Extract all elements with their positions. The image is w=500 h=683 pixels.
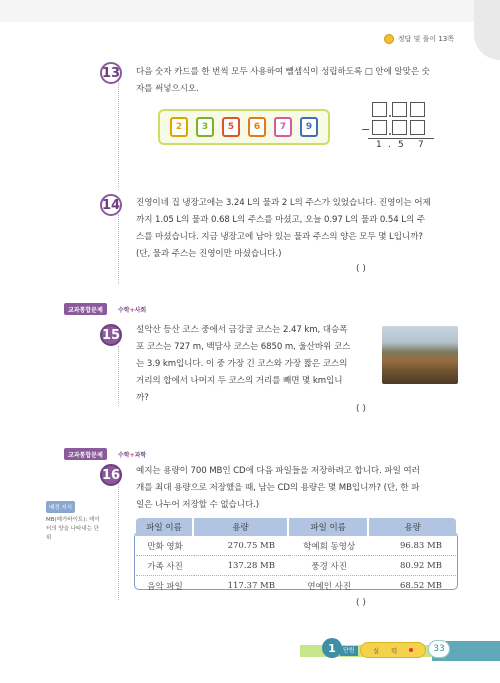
problem-text-line: 예지는 용량이 700 MB인 CD에 다음 파일들을 저장하려고 합니다. 파일 여러 [136, 466, 420, 476]
note-text: MB(메가바이트): 데이터의 양을 나타내는 단위 [46, 517, 100, 541]
guide-line [118, 480, 119, 600]
table-cell: 117.37 MB [227, 581, 276, 591]
minus-sign: − [361, 123, 371, 136]
mountain-photo [382, 326, 458, 384]
table-header: 용량 [369, 518, 456, 536]
problem-number: 13 [100, 62, 122, 84]
answer-blank[interactable]: ( ) [356, 264, 366, 274]
table-header: 파일 이름 [289, 518, 369, 536]
answer-box[interactable] [372, 102, 387, 117]
problem-number: 14 [100, 194, 122, 216]
table-row [136, 536, 456, 556]
result-digit: . [388, 140, 391, 150]
guide-line [118, 214, 119, 284]
answer-box[interactable] [372, 120, 387, 135]
table-cell: 137.28 MB [194, 556, 289, 576]
problem-text-line: 는 3.9 km입니다. 이 중 가장 긴 코스와 가장 짧은 코스의 [136, 359, 348, 369]
result-digit: 7 [418, 140, 424, 150]
table-row [136, 576, 456, 596]
problem-number: 16 [100, 464, 122, 486]
pill-text: 실 [372, 646, 380, 655]
number-card-tray [158, 109, 330, 145]
table-cell: 270.75 MB [194, 536, 289, 556]
number-card[interactable]: 3 [196, 117, 214, 137]
subtraction-equation [358, 100, 438, 156]
problem-text-line: 개를 최대 용량으로 저장했을 때, 남는 CD의 용량은 몇 MB입니까? (단, 한 파 [136, 483, 420, 493]
note-title: 배경 지식 [46, 501, 75, 513]
result-digit: 1 [376, 140, 382, 150]
problem-text-line: (단, 물과 주스는 진영이만 마셨습니다.) [136, 249, 282, 259]
problem-text-line: 까지 1.05 L의 물과 0.68 L의 주스를 마셨고, 오늘 0.97 L의 물과 0.54 L의 주 [136, 215, 425, 225]
subject-tag-sub: 수학+과학 [118, 452, 147, 459]
result-digit: 5 [398, 140, 404, 150]
table-cell: 만화 영화 [136, 536, 194, 556]
section-pill [360, 642, 426, 658]
table-cell: 음악 파일 [147, 582, 183, 592]
guide-line [118, 80, 119, 190]
problem-text [136, 64, 458, 98]
problem-text-line: 까? [136, 393, 149, 403]
problem-text-line: 설악산 등산 코스 중에서 금강굴 코스는 2.47 km, 대승폭 [136, 325, 348, 335]
number-card[interactable]: 9 [300, 117, 318, 137]
table-cell: 96.83 MB [369, 536, 456, 556]
page-corner-decoration [474, 0, 500, 60]
number-card[interactable]: 2 [170, 117, 188, 137]
file-size-table [136, 518, 456, 596]
guide-line [118, 346, 119, 406]
answer-box[interactable] [410, 102, 425, 117]
number-card[interactable]: 7 [274, 117, 292, 137]
dot-icon [409, 648, 413, 652]
table-cell: 학예회 동영상 [289, 536, 369, 556]
problem-number: 15 [100, 324, 122, 346]
problem-text-line: 거리의 합에서 나머지 두 코스의 거리를 빼면 몇 km입니 [136, 376, 343, 386]
table-cell: 풍경 사진 [289, 556, 369, 576]
number-card[interactable]: 6 [248, 117, 266, 137]
problem-text-line: 일은 나누어 저장할 수 없습니다.) [136, 500, 260, 510]
problem-text [136, 463, 458, 514]
decimal-point [389, 133, 391, 135]
answer-box[interactable] [392, 120, 407, 135]
problem-text-line: 포 코스는 727 m, 백담사 코스는 6850 m, 울산바위 코스 [136, 342, 351, 352]
number-card[interactable]: 5 [222, 117, 240, 137]
problem-text [136, 322, 374, 407]
problem-text-line: 진영이네 집 냉장고에는 3.24 L의 물과 2 L의 주스가 있었습니다. 진영이는 어제 [136, 198, 431, 208]
problem-text [136, 195, 458, 263]
problem-text-line: 스를 마셨습니다. 지금 냉장고에 남아 있는 물과 주스의 양은 모두 몇 L입니까? [136, 232, 423, 242]
table-header-row [136, 518, 456, 536]
unit-label: 단원 [340, 646, 358, 656]
unit-number: 1 [322, 638, 342, 658]
problem-text-line: 자를 써넣으시오. [136, 84, 199, 94]
table-row [136, 556, 456, 576]
lightbulb-icon [384, 34, 394, 44]
table-header: 용량 [194, 518, 289, 536]
subject-tag: 교과통합문제 [64, 448, 107, 460]
answer-reference-text: 정답 및 풀이 13쪽 [397, 35, 454, 43]
answer-reference [384, 34, 454, 44]
answer-blank[interactable]: ( ) [356, 598, 366, 608]
subject-tag: 교과통합문제 [64, 303, 107, 315]
table-cell: 연예인 사진 [307, 582, 352, 592]
table-cell: 80.92 MB [369, 556, 456, 576]
table-cell: 가족 사진 [136, 556, 194, 576]
background-note [46, 494, 102, 543]
subject-tag-sub: 수학+사회 [118, 307, 147, 314]
equation-line [368, 138, 434, 139]
page-number: 33 [428, 640, 450, 658]
table-cell: 68.52 MB [400, 581, 442, 591]
problem-text-line: 다음 숫자 카드를 한 번씩 모두 사용하여 뺄셈식이 성립하도록 □ 안에 알맞은 숫 [136, 67, 430, 77]
pill-text: 력 [391, 646, 398, 655]
decimal-point [389, 115, 391, 117]
answer-box[interactable] [410, 120, 425, 135]
answer-box[interactable] [392, 102, 407, 117]
answer-blank[interactable]: ( ) [356, 404, 366, 414]
top-band [0, 0, 500, 22]
table-header: 파일 이름 [136, 518, 194, 536]
